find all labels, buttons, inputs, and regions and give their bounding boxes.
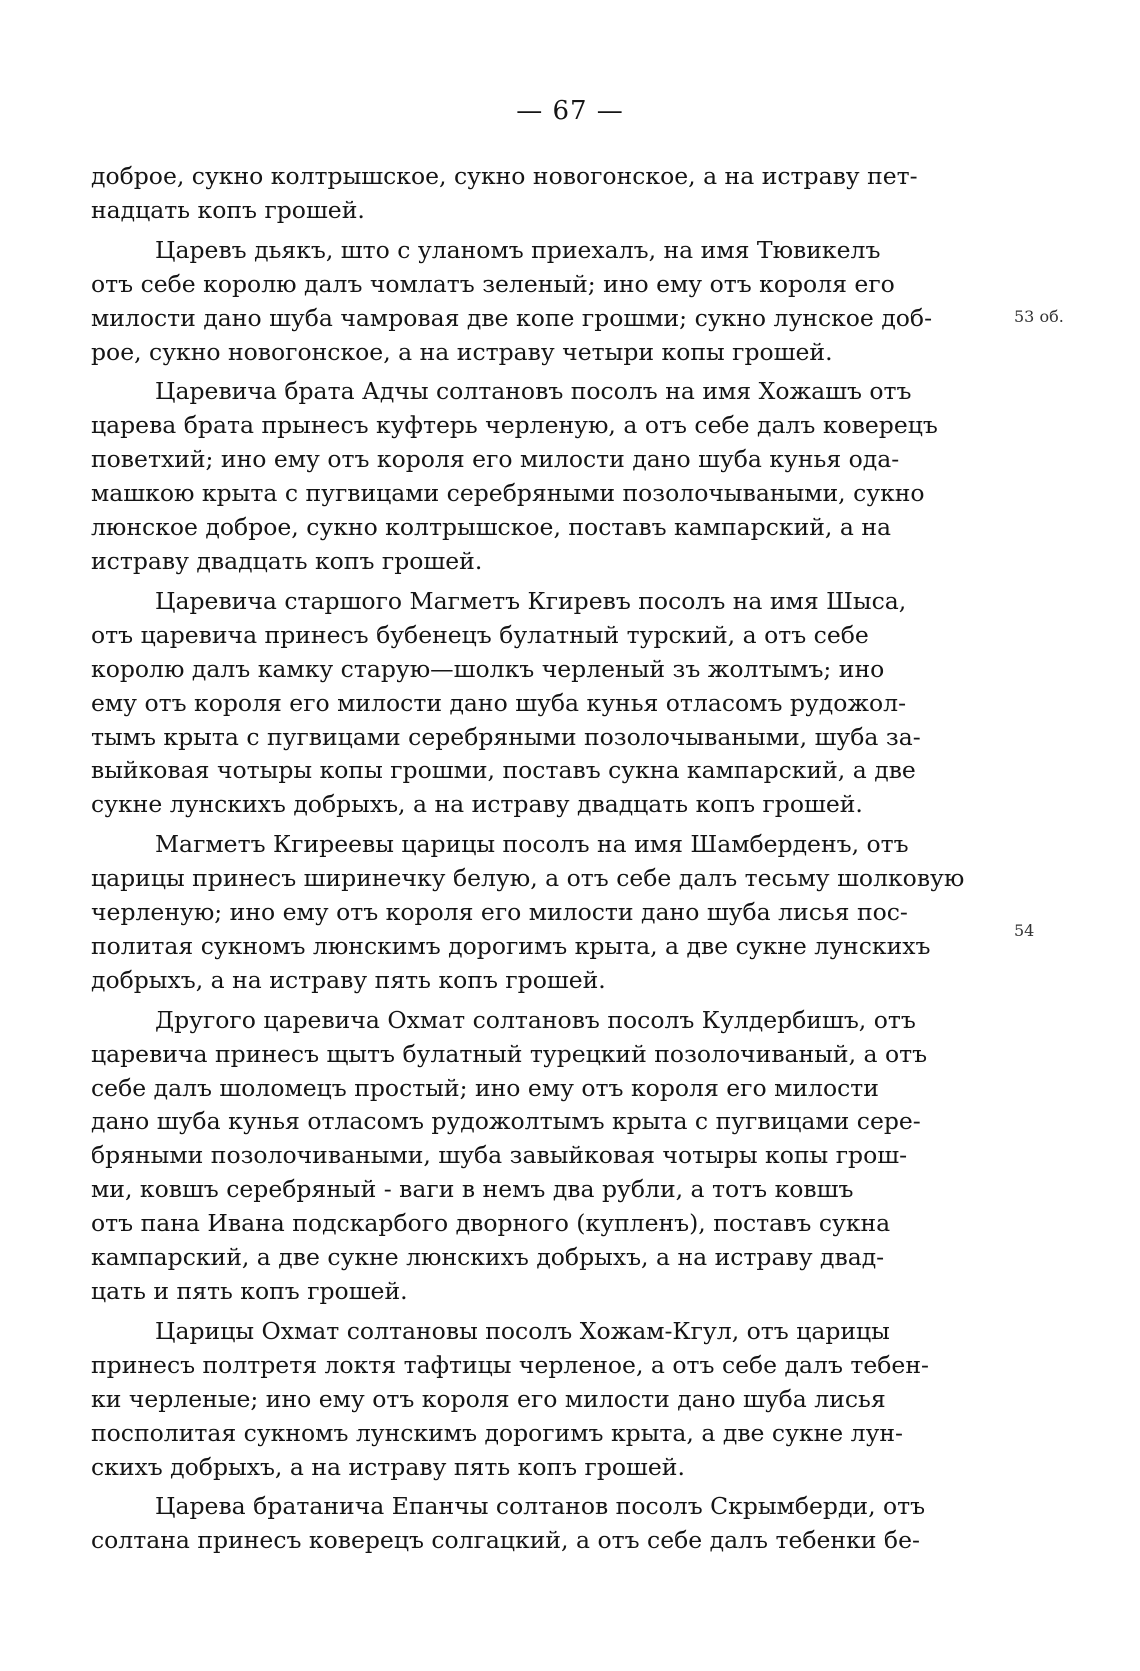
paragraph-6-line-3: себе далъ шоломецъ простый; ино ему отъ короля его милости xyxy=(91,1073,879,1102)
paragraph-5-line-5: добрыхъ, а на истраву пять копъ грошей. xyxy=(91,965,606,994)
paragraph-5-line-4: политая сукномъ люнскимъ дорогимъ крыта, а две сукне лунскихъ xyxy=(91,931,931,960)
page-number: — 67 — xyxy=(516,96,624,126)
paragraph-6-line-7: отъ пана Ивана подскарбого дворного (купленъ), поставъ сукна xyxy=(91,1209,891,1238)
paragraph-4-line-7: сукне лунскихъ добрыхъ, а на истраву двадцать копъ грошей. xyxy=(91,790,863,819)
paragraph-6 xyxy=(91,1004,1009,1309)
paragraph-7-line-5: скихъ добрыхъ, а на истраву пять копъ грошей. xyxy=(91,1452,685,1481)
paragraph-3-line-4: машкою крыта с пугвицами серебряными позолочываными, сукно xyxy=(91,479,925,508)
paragraph-6-line-4: дано шуба кунья отласомъ рудожолтымъ крыта с пугвицами сере- xyxy=(91,1107,921,1136)
paragraph-8 xyxy=(91,1490,1009,1558)
paragraph-2 xyxy=(91,234,1009,370)
paragraph-4 xyxy=(91,585,1009,822)
page-header xyxy=(0,96,1140,126)
margin-note-54: 54 xyxy=(1014,921,1035,940)
paragraph-8-line-2: солтана принесъ коверецъ солгацкий, а отъ себе далъ тебенки бе- xyxy=(91,1526,920,1555)
paragraph-6-line-6: ми, ковшъ серебряный - ваги в немъ два рубли, а тотъ ковшъ xyxy=(91,1175,854,1204)
paragraph-7-line-4: посполитая сукномъ лунскимъ дорогимъ крыта, а две сукне лун- xyxy=(91,1418,904,1447)
paragraph-3-line-6: истраву двадцать копъ грошей. xyxy=(91,546,483,575)
paragraph-1 xyxy=(91,160,1009,228)
paragraph-7 xyxy=(91,1315,1009,1485)
paragraph-3-line-2: царева брата прынесъ куфтерь черленую, а отъ себе далъ коверецъ xyxy=(91,411,938,440)
paragraph-3 xyxy=(91,375,1009,578)
paragraph-4-line-2: отъ царевича принесъ бубенецъ булатный турский, а отъ себе xyxy=(91,620,869,649)
paragraph-7-line-1: Царицы Охмат солтановы посолъ Хожам-Кгул, отъ царицы xyxy=(155,1316,890,1345)
paragraph-7-line-3: ки черленые; ино ему отъ короля его милости дано шуба лисья xyxy=(91,1384,886,1413)
paragraph-4-line-6: выйковая чотыры копы грошми, поставъ сукна кампарский, а две xyxy=(91,756,916,785)
paragraph-3-line-1: Царевича брата Адчы солтановъ посолъ на имя Хожашъ отъ xyxy=(155,377,912,406)
text-body xyxy=(91,160,1009,1564)
margin-note-53-ob: 53 об. xyxy=(1014,307,1064,326)
paragraph-4-line-1: Царевича старшого Магметъ Кгиревъ посолъ на имя Шыса, xyxy=(155,586,907,615)
paragraph-6-line-9: цать и пять копъ грошей. xyxy=(91,1277,408,1305)
paragraph-4-line-5: тымъ крыта с пугвицами серебряными позолочываными, шуба за- xyxy=(91,722,921,751)
paragraph-5-line-2: царицы принесъ ширинечку белую, а отъ себе далъ тесьму шолковую xyxy=(91,864,965,893)
paragraph-2-line-4: рое, сукно новогонское, а на истраву четыри копы грошей. xyxy=(91,337,833,366)
paragraph-5-line-3: черленую; ино ему отъ короля его милости дано шуба лисья пос- xyxy=(91,898,908,927)
paragraph-3-line-3: поветхий; ино ему отъ короля его милости дано шуба кунья ода- xyxy=(91,445,900,474)
paragraph-2-line-3: милости дано шуба чамровая две копе грошми; сукно лунское доб- xyxy=(91,303,933,332)
paragraph-6-line-2: царевича принесъ щытъ булатный турецкий позолочиваный, а отъ xyxy=(91,1039,928,1068)
paragraph-6-line-1: Другого царевича Охмат солтановъ посолъ Кулдербишъ, отъ xyxy=(155,1005,916,1034)
paragraph-1-line-2: надцать копъ грошей. xyxy=(91,195,365,224)
paragraph-8-line-1: Царева братанича Епанчы солтанов посолъ Скрымберди, отъ xyxy=(155,1492,926,1521)
paragraph-6-line-8: кампарский, а две сукне люнскихъ добрыхъ, а на истраву двад- xyxy=(91,1243,885,1272)
paragraph-4-line-3: королю далъ камку старую—шолкъ черленый зъ жолтымъ; ино xyxy=(91,654,885,683)
paragraph-2-line-2: отъ себе королю далъ чомлатъ зеленый; ино ему отъ короля его xyxy=(91,269,895,298)
paragraph-4-line-4: ему отъ короля его милости дано шуба кунья отласомъ рудожол- xyxy=(91,688,907,717)
paragraph-5 xyxy=(91,828,1009,998)
paragraph-3-line-5: люнское доброе, сукно колтрышское, поставъ кампарский, а на xyxy=(91,513,891,542)
paragraph-5-line-1: Магметъ Кгиреевы царицы посолъ на имя Шамберденъ, отъ xyxy=(155,830,909,859)
paragraph-1-line-1: доброе, сукно колтрышское, сукно новогонское, а на истраву пет- xyxy=(91,162,918,190)
paragraph-7-line-2: принесъ полтретя локтя тафтицы черленое, а отъ себе далъ тебен- xyxy=(91,1350,929,1379)
paragraph-2-line-1: Царевъ дьякъ, што с уланомъ приехалъ, на имя Тювикелъ xyxy=(155,235,881,264)
paragraph-6-line-5: бряными позолочиваными, шуба завыйковая чотыры копы грош- xyxy=(91,1141,908,1170)
